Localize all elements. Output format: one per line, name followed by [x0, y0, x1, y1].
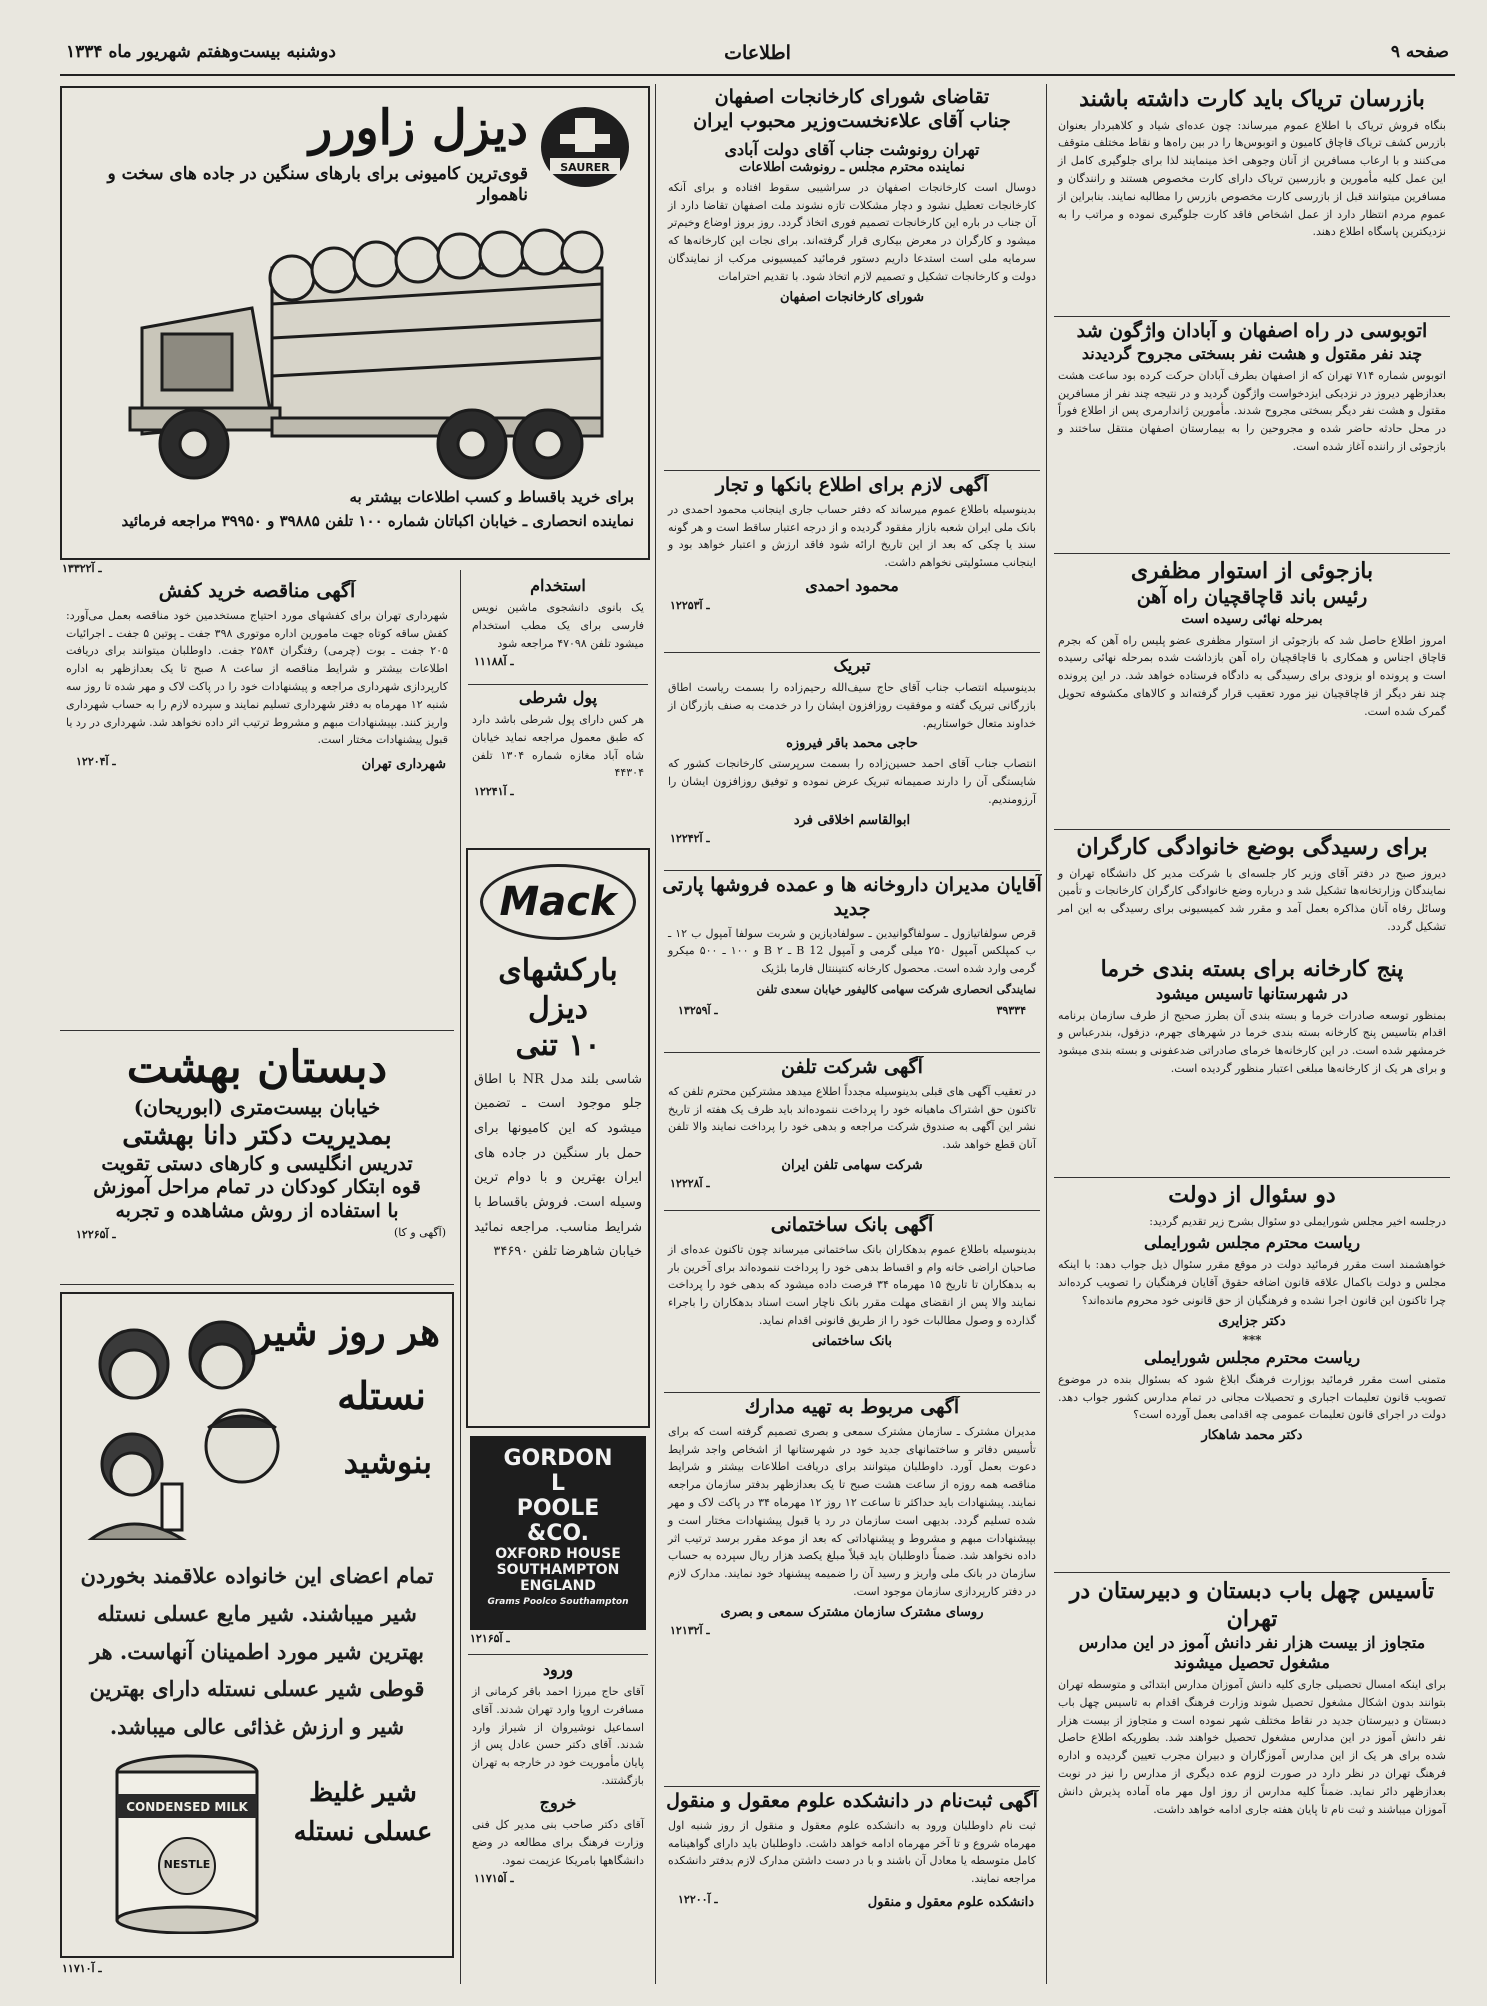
article-title: بازجوئی از استوار مظفری — [1130, 558, 1374, 584]
ad-title: آگهی بانک ساختمانی — [770, 1214, 934, 1236]
divider — [664, 1052, 1040, 1053]
ad-mack-trucks — [466, 848, 650, 1428]
article-intro: درجلسه اخیر مجلس شورایملی دو سئوال بشرح زیر تقدیم گردید: — [1149, 1214, 1446, 1228]
divider — [664, 870, 1040, 871]
ad-hiring — [466, 576, 650, 682]
ad-tagline: قوی‌ترین کامیونی برای بارهای سنگین در جاده های سخت و ناهموار — [107, 164, 528, 206]
signature: روسای مشترک سازمان مشترک سمعی و بصری — [720, 1604, 984, 1620]
divider — [1054, 316, 1450, 317]
divider — [664, 1210, 1040, 1211]
ad-title: آگهی مناقصه خرید کفش — [158, 580, 356, 602]
ad-title: آقایان مدیران داروخانه ها و عمده فروشها پارتی جدید — [662, 874, 1042, 920]
question-heading: ریاست محترم مجلس شورایملی — [1143, 1233, 1361, 1253]
signature: شرکت سهامی تلفن ایران — [781, 1158, 923, 1173]
masthead — [60, 34, 1455, 76]
paper-name: اطلاعات — [724, 42, 791, 64]
ad-tagline: شیر غلیظ عسلی نستله — [293, 1778, 433, 1847]
article-title: دو سئوال از دولت — [1168, 1182, 1336, 1208]
can-label: CONDENSED MILK — [126, 1800, 248, 1814]
ad-reference: ۱۱۱۸۸ـ آ — [474, 655, 514, 669]
column-rule — [655, 84, 656, 1984]
divider — [664, 1786, 1040, 1787]
notice-title: آگهی لازم برای اطلاع بانکها و تجار — [715, 474, 989, 496]
question-body: متمنی است مقرر فرمائید بوزارت فرهنگ ابلاغ شود که بسئوال بنده در موضوع تصویب قانون تعلیمات اجباری و تحصیلات مجانی در تمام مدارس کشور جواب دهد. دولت در اجرای قانون تعلیمات عمومی چه اقدامی بعمل آورده است؟ — [1058, 1372, 1446, 1422]
ad-title: پول شرطی — [518, 688, 598, 707]
ad-title: استخدام — [530, 576, 586, 595]
column-rule — [1046, 84, 1047, 1984]
article-subtitle: در شهرستانها تاسیس میشود — [1155, 983, 1348, 1003]
ad-reference: ۱۱۷۱۵ـ آ — [474, 1872, 514, 1886]
notice-addressee: تهران رونوشت جناب آقای دولت آبادی — [724, 139, 980, 159]
article-interrogation — [1052, 558, 1452, 828]
signature: ابوالقاسم اخلاقی فرد — [793, 812, 911, 828]
article-title: پنج کارخانه برای بسته بندی خرما — [1100, 956, 1404, 982]
notice-body: بدینوسیله انتصاب جناب آقای حاج سیف‌الله رحیم‌زاده را بسمت ریاست اطاق بازرگانی تبریک گفته و موفقیت روزافزون ایشان را در خدمت به صنف بازرگان از خداوند متعال خواستاریم. — [668, 681, 1036, 730]
ad-body: ثبت نام داوطلبان ورود به دانشکده علوم معقول و منقول از روز شنبه اول مهرماه شروع و تا آخر مهرماه ادامه خواهد داشت. داوطلبان باید دارای گواهینامه کامل متوسطه یا معادل آن باشند و با در دست داشتن مدارک لازم بدفتر دانشکده مراجعه نمایند. — [668, 1818, 1036, 1886]
notice-body: آقای حاج میرزا احمد باقر کرمانی از مسافرت اروپا وارد تهران شدند. آقای اسماعیل نوشیروان از شیراز وارد شدند. آقای دکتر حسن عادل پس از پایان مأموریت خود در خارجه به تهران بازگشتند. — [472, 1685, 644, 1788]
article-workers — [1052, 834, 1452, 954]
ad-title: هر روز شیر — [253, 1309, 440, 1354]
article-body: بمنظور توسعه صادرات خرما و بسته بندی آن بطرز صحیح از طرف سازمان برنامه اقدام بتاسیس پنج کارخانه بسته بندی خرما در شهرهای جهرم، دزفول، بندرعباس و خرمشهر شده است. در این کارخانه‌ها خرمای صادراتی ضدعفونی و بسته بندی میشود و برای هر یک از کارخانه‌ها مبلغی اعتبار منظور گردیده است. — [1058, 1008, 1446, 1075]
article-opium-inspectors — [1052, 86, 1452, 316]
saurer-emblem-icon — [538, 104, 632, 190]
notice-banks — [662, 474, 1042, 650]
article-date-packing — [1052, 956, 1452, 1176]
signature: حاجی محمد باقر فیروزه — [786, 736, 918, 752]
ad-body: قرص سولفاتیازول ـ سولفاگوانیدین ـ سولفادیازین و شربت سولفا آمپول ب ۱۲ ـ ب کمپلکس آمپول ۲۵۰ میلی گرمی و آمپول B 12 ـ B ۲ و ۱۰۰ ـ ۵۰۰ میکرو گرمی وارد شده است. محصول کارخانه کنتیننتال فارما بلژیک — [668, 926, 1037, 976]
divider — [60, 1284, 454, 1285]
ad-title: بنوشید — [343, 1443, 432, 1481]
article-body: امروز اطلاع حاصل شد که بازجوئی از استوار مظفری عضو پلیس راه آهن که بجرم قاچاق اجناس و همکاری با قاچاقچیان راه آهن بازداشت شده بمرحله نهائی رسیده است و پرونده او بزودی برای رسیدگی به دادگاه فرستاده خواهد شد. در این پرونده چند نفر دیگر از قاچاقچیان نیز مورد تعقیب قرار گرفته‌اند و کالاهای مکشوفه تحویل گمرک شده است. — [1058, 633, 1446, 718]
article-new-schools — [1052, 1578, 1452, 1978]
ad-title: نستله — [337, 1373, 426, 1418]
ad-director: بمدیریت دکتر دانا بهشتی — [122, 1121, 392, 1151]
signature: شورای کارخانجات اصفهان — [779, 289, 925, 305]
phone-number: ۳۹۳۳۴ — [996, 1003, 1026, 1017]
notice-arrivals-departures — [466, 1660, 650, 1982]
divider — [1054, 1572, 1450, 1573]
gordon-line: L — [550, 1471, 566, 1496]
issue-date: دوشنبه بیست‌وهفتم شهریور ماه ۱۳۳۴ — [66, 42, 336, 62]
article-title: تأسیس چهل باب دبستان و دبیرستان در تهران — [1069, 1578, 1435, 1632]
ad-title: آگهی شرکت تلفن — [781, 1056, 923, 1078]
signature: دکتر جزایری — [1218, 1313, 1286, 1329]
ad-reference: ۱۲۱۶۵ـ آ — [470, 1632, 510, 1645]
article-body: بنگاه فروش تریاک با اطلاع عموم میرساند: چون عده‌ای شیاد و کلاهبردار بعنوان بازرس کشف تریاک قاچاق کامیون و اتوبوس‌ها را در بین راه‌ها و نقاط مختلف متوقف می‌کنند و با ارعاب مسافرین از آنان وجوهی اخذ مینمایند لذا برای جلوگیری کامل از این عمل کلیه مأمورین و بازرسین تریاک دارای کارت مخصوص هستند و رانندگان و مسافرین میتوانند قبل از بازرسی کارت مخصوص بازرس را مطالبه نمایند. بنابراین از عموم مردم انتظار دارد از عمل اشخاص فاقد کارت جلوگیری نموده و مراتب را به نزدیکترین پاسگاه اطلاع دهند. — [1058, 118, 1446, 239]
ad-body: هر کس دارای پول شرطی باشد دارد که طبق معمول مراجعه نماید خیابان شاه آباد مغازه شماره ۱۳۰۴ تلفن ۴۴۳۰۴ — [472, 713, 644, 780]
question-heading: ریاست محترم مجلس شورایملی — [1143, 1347, 1361, 1367]
ad-tonnage: ۱۰ تنی — [515, 1028, 601, 1063]
ad-reference: ۱۲۲۴۱ـ آ — [474, 785, 514, 799]
ad-reference: ۱۲۲۰۰ـ آ — [678, 1893, 718, 1906]
divider — [664, 470, 1040, 471]
article-subtitle: رئیس باند قاچاقچیان راه آهن — [1136, 585, 1368, 608]
ad-college-registration — [662, 1790, 1042, 1982]
notice-isfahan-factories — [662, 86, 1042, 468]
signature: محمود احمدی — [805, 576, 899, 595]
article-title: اتوبوسی در راه اصفهان و آبادان واژگون شد — [1076, 320, 1428, 342]
article-subtitle: متجاوز از بیست هزار نفر دانش آموز در این مدارس مشغول تحصیل میشوند — [1078, 1633, 1426, 1672]
divider — [1054, 1177, 1450, 1178]
ad-body: مدیران مشترک ـ سازمان مشترک سمعی و بصری تصمیم گرفته است که برای تأسیس دفاتر و ساختمانهای جدید خود در شهرستانها از اشخاص واجد شرایط دعوت بعمل آورد. داوطلبان میتوانند برای دریافت اطلاعات بیشتر و شرایط مناقصه همه روزه از ساعت هشت صبح تا یک بعدازظهر بدفتر سازمان مراجعه نمایند. پیشنهادات باید حداکثر تا ساعت ۱۲ روز ۱۲ مهرماه ۳۴ در پاکت لاک و مهر شده تسلیم گردد. بدیهی است سازمان در رد یا قبول پیشنهادات مختار است و بپیشنهادات مبهم و مشروط و پیشنهاداتی که بعد از موعد مقرر برسد ترتیب اثر داده نخواهد شد. ضمناً داوطلبان باید قبلاً مبلغ یکصد هزار ریال سپرده به حساب سازمان در بانک ملی واریز و رسید آن را ضمیمه پیشنهاد خود نمایند. مدارک لازم در دفتر کارپردازی سازمان موجود است. — [668, 1424, 1037, 1599]
separator-stars: *** — [1242, 1332, 1262, 1347]
ad-documents — [662, 1396, 1042, 1784]
ad-building-bank — [662, 1214, 1042, 1390]
gordon-line: POOLE — [516, 1496, 600, 1521]
ad-reference: ۱۲۲۰۴ـ آ — [76, 755, 116, 769]
article-title: بازرسان تریاک باید کارت داشته باشند — [1079, 86, 1425, 112]
question-body: خواهشمند است مقرر فرمائید دولت در موقع مقرر سئوال ذیل جواب دهد: با اینکه مجلس و دولت باکمال علاقه قانون اضافه حقوق آقایان فرهنگیان را تصویب کرده‌اند چرا تاکنون این قانون اجرا نشده و فرهنگیان از حق قانونی خود محروم مانده‌اند؟ — [1058, 1258, 1446, 1307]
article-body: دیروز صبح در دفتر آقای وزیر کار جلسه‌ای با شرکت مدیر کل دانشگاه تهران و نمایندگان وزارتخانه‌ها تشکیل شد و درباره وضع خانوادگی کارگران کارخانجات و تأمین وسائل رفاه آنان مذاکره بعمل آمد و مقرر شد کمیسیونی برای رسیدگی به این امر تشکیل گردد. — [1058, 866, 1446, 933]
ad-reference: ۱۳۲۵۹ـ آ — [678, 1003, 718, 1017]
ad-line: قوه ابتکار کودکان در تمام مراحل آموزش — [93, 1176, 421, 1199]
can-brand: NESTLE — [163, 1858, 211, 1871]
ad-shoe-tender — [60, 580, 454, 1026]
gordon-line: Grams Poolco Southampton — [487, 1597, 629, 1607]
divider — [664, 652, 1040, 653]
ad-note: (آگهی و کا) — [393, 1225, 446, 1239]
ad-body: شاسی بلند مدل NR با اطاق جلو موجود است ـ تضمین میشود که این کامیونها برای حمل بار سنگین در جاده های ایران بهترین و با دوام ترین وسیله است. فروش باقساط با شرایط مناسب. مراجعه نمائید خیابان شاهرضا تلفن ۳۴۶۹۰ — [474, 1071, 642, 1260]
signature: دانشکده علوم معقول و منقول — [867, 1895, 1034, 1910]
gordon-line: SOUTHAMPTON — [496, 1562, 620, 1578]
article-two-questions — [1052, 1182, 1452, 1570]
ad-title: دیزل زاورر — [309, 100, 528, 156]
logging-truck-illustration — [102, 208, 612, 488]
ad-lost-money — [466, 688, 650, 838]
article-body: اتوبوس شماره ۷۱۴ تهران که از اصفهان بطرف آبادان حرکت کرده بود ساعت هشت بعدازظهر دیروز در نزدیکی ایزدخواست واژگون گردید و در نتیجه چند نفر از مسافرین مقتول و هشت نفر دیگر بسختی مجروح شدند. مأمورین ژاندارمری پس از اطلاع فوراً در محل حادثه حاضر شده و مجروحین را به بیمارستان اصفهان منتقل ساختند و بازجوئی از راننده آغاز شده است. — [1058, 368, 1447, 453]
ad-reference: ۱۲۲۵۳ـ آ — [670, 599, 710, 612]
article-body: برای اینکه امسال تحصیلی جاری کلیه دانش آموزان مدارس ابتدائی و متوسطه تهران بتوانند بدون اشکال مشغول تحصیل شوند وزارت فرهنگ اقدام به تاسیس چهل باب دبستان و دبیرستان جدید در نقاط مختلف شهر نموده است و متجاوز از بیست هزار نفر دانش آموز در این مدارس مشغول تحصیل خواهند شد. بطوریکه اطلاع حاصل شده برای هر یک از این مدارس آموزگاران و دبیران مجرب تعیین گردیده و اداره فرهنگ تهران در نظر دارد در صورت لزوم عده دیگری از مدارس را نیز در نوبت بعدازظهر دائر نماید. ضمناً کلیه مدارس از روز اول مهر ماه آماده پذیرش دانش آموزان میباشند و ثبت نام تا پایان هفته جاری ادامه خواهد داشت. — [1058, 1678, 1446, 1816]
ad-reference: ۱۳۳۲۲ـ آ — [62, 562, 102, 575]
article-title: برای رسیدگی بوضع خانوادگی کارگران — [1076, 834, 1428, 860]
ad-title: آگهی ثبت‌نام در دانشکده علوم معقول و منقول — [666, 1790, 1038, 1812]
milk-can-icon — [112, 1754, 262, 1934]
ad-body: یک بانوی دانشجوی ماشین نویس فارسی برای یک مطب استخدام میشود تلفن ۴۷۰۹۸ مراجعه شود — [472, 601, 644, 650]
article-subtitle: چند نفر مقتول و هشت نفر بسختی مجروح گردیدند — [1081, 343, 1423, 363]
ad-nestle-milk — [60, 1292, 454, 1958]
ad-title: بارکشهای دیزل — [498, 953, 618, 1026]
ad-contact: نمایندگی انحصاری شرکت سهامی کالیفور خیابان سعدی تلفن — [756, 982, 1036, 996]
gordon-line: &CO. — [527, 1521, 589, 1546]
ad-title: آگهی مربوط به تهیه مدارك — [744, 1396, 960, 1418]
article-bus-accident — [1052, 320, 1452, 552]
ad-reference: ۱۲۲۴۲ـ آ — [670, 831, 710, 845]
ad-line: تدریس انگلیسی و کارهای دستی تقویت — [101, 1152, 413, 1175]
gordon-line: GORDON — [503, 1446, 613, 1471]
notice-title: خروج — [539, 1792, 577, 1812]
divider — [1054, 829, 1450, 830]
divider — [1054, 553, 1450, 554]
notice-title: ورود — [542, 1660, 574, 1679]
notice-title: تبریک — [833, 656, 871, 675]
divider — [664, 1392, 1040, 1393]
notice-addressee: نماینده محترم مجلس ـ رونوشت اطلاعات — [739, 159, 965, 175]
article-note: بمرحله نهائی رسیده است — [1181, 612, 1323, 628]
ad-title: دبستان بهشت — [126, 1042, 388, 1093]
notice-congratulations — [662, 656, 1042, 868]
divider — [60, 1030, 454, 1031]
column-rule — [460, 570, 461, 1984]
ad-line: با استفاده از روش مشاهده و تجربه — [115, 1200, 399, 1222]
ad-telephone-company — [662, 1056, 1042, 1208]
notice-body: انتصاب جناب آقای احمد حسین‌زاده را بسمت سرپرستی کارخانجات کشور که شایستگی آن را دارند صمیمانه تبریک عرض نموده و توفیق روزافزون ایشان را آرزومندیم. — [668, 757, 1036, 807]
ad-reference: ۱۲۲۲۸ـ آ — [670, 1177, 710, 1190]
signature: شهرداری تهران — [361, 757, 446, 773]
saurer-logo — [538, 104, 632, 194]
signature: بانک ساختمانی — [811, 1333, 893, 1349]
milk-can-illustration — [112, 1754, 262, 1934]
ad-pharmacy — [662, 874, 1042, 1050]
ad-body: در تعقیب آگهی های قبلی بدینوسیله مجدداً اطلاع میدهد مشترکین محترم تلفن که تاکنون حق اشتراک ماهیانه خود را پرداخت ننموده‌اند باید ظرف یک هفته از تاریخ نشر این آگهی به صندوق شرکت مراجعه و بدهی خود را پرداخت نمایند والا تلفن آنان قطع خواهد شد. — [668, 1084, 1036, 1152]
notice-body: بدینوسیله باطلاع عموم میرساند که دفتر حساب جاری اینجانب محمود احمدی در بانک ملی ایران شعبه بازار مفقود گردیده و از درجه اعتبار ساقط است و هر گونه سند یا چکی که بعد از این تاریخ ارائه شود فاقد ارزش و اعتبار خواهد بود و اینجانب مسئولیتی نخواهم داشت. — [668, 502, 1036, 570]
notice-title: تقاضای شورای کارخانجات اصفهان — [714, 86, 990, 108]
ad-behesht-school — [60, 1040, 454, 1280]
ad-line: برای خرید باقساط و کسب اطلاعات بیشتر به — [349, 488, 634, 506]
gordon-line: OXFORD HOUSE — [495, 1546, 621, 1562]
ad-body: تمام اعضای این خانواده علاقمند بخوردن شیر میباشند. شیر مایع عسلی نستله بهترین شیر مورد اطمینان آنهاست. هر قوطی شیر عسلی نستله دارای بهترین شیر و ارزش غذائی عالی میباشد. — [80, 1563, 434, 1740]
ad-line: نماینده انحصاری ـ خیابان اکباتان شماره ۱۰۰ تلفن ۳۹۸۸۵ و ۳۹۹۵۰ مراجعه فرمائید — [121, 512, 634, 530]
page-number: صفحه ۹ — [1390, 42, 1449, 62]
notice-body: آقای دکتر صاحب بنی مدیر کل فنی وزارت فرهنگ برای مطالعه در وضع دانشگاهها بامریکا عزیمت نمود. — [472, 1817, 644, 1867]
ad-gordon-poole — [470, 1436, 646, 1630]
notice-subtitle: جناب آقای علاءنخست‌وزیر محبوب ایران — [693, 109, 1011, 132]
mack-logo: Mack — [480, 864, 636, 940]
ad-body: بدینوسیله باطلاع عموم بدهکاران بانک ساختمانی میرساند چون تاکنون عده‌ای از صاحبان اراضی خانه وام و اقساط بدهی خود را پرداخت ننموده‌اند برای آخرین بار به بدهکاران تا تاریخ ۱۵ مهرماه ۳۴ فرصت داده میشود که بدهی خود را پرداخت نمایند والا پس از انقضای مهلت مقرر بانک ناچار است اسناد بدهکاران را باجراء گذارده و وصول مطالبات خود را از طریق قانونی اقدام نماید. — [668, 1242, 1036, 1327]
divider — [468, 1654, 648, 1655]
ad-reference: ۱۲۱۳۲ـ آ — [670, 1623, 710, 1637]
signature: دکتر محمد شاهکار — [1201, 1428, 1303, 1444]
ad-saurer-diesel — [60, 86, 650, 560]
ad-body: شهرداری تهران برای کفشهای مورد احتیاج مستخدمین خود مناقصه بعمل می‌آورد: کفش ساقه کوتاه جهت مامورین اداره موتوری ۳۹۸ جفت ـ پوتین ۵ جفت ـ اجرائیات ۲۰۵ جفت ـ بوت (چرمی) رفتگران ۲۵۸۴ جفت. داوطلبان میتوانند برای دریافت اطلاعات بیشتر و شرایط مناقصه از ساعت ۸ صبح تا یک بعدازظهر به اداره کارپردازی شهرداری مراجعه و پیشنهادات خود را در پاکت لاک و مهر شده تا روز سه شنبه ۱۲ مهرماه به دفتر شهرداری تسلیم نمایند و سپرده لازم را به حساب شهرداری واریز کنند. بپیشنهادات مبهم و مشروط ترتیب اثر داده نخواهد شد. شهرداری در رد یا قبول پیشنهادات مختار است. — [66, 608, 449, 747]
notice-body: دوسال است کارخانجات اصفهان در سراشیبی سقوط افتاده و برای آنکه کارخانجات تعطیل نشود و دچار مشکلات تازه نشوند ملت اصفهان تقاضا دارد از آن جناب در باره این کارخانجات تصمیم فوری اتخاذ گردد. روز بروز اوضاع وخیم‌تر میشود و کارگران در معرض بیکاری قرار گرفته‌اند. برای نجات این کارخانه‌ها که سرمایه ملی است استدعا داریم دستور فرمائید کمیسیونی مرکب از نمایندگان دولت و کارخانجات تشکیل و تصمیم لازم اتخاذ شود. با تقدیم احترامات — [668, 180, 1036, 283]
divider — [468, 684, 648, 685]
saurer-logo-text: SAURER — [560, 161, 610, 174]
gordon-line: ENGLAND — [520, 1578, 596, 1594]
ad-reference: ۱۲۲۶۵ـ آ — [76, 1227, 116, 1241]
ad-reference: ۱۱۷۱۰ـ آ — [62, 1962, 102, 1975]
ad-address: خیابان بیست‌متری (ابوریحان) — [133, 1095, 381, 1119]
